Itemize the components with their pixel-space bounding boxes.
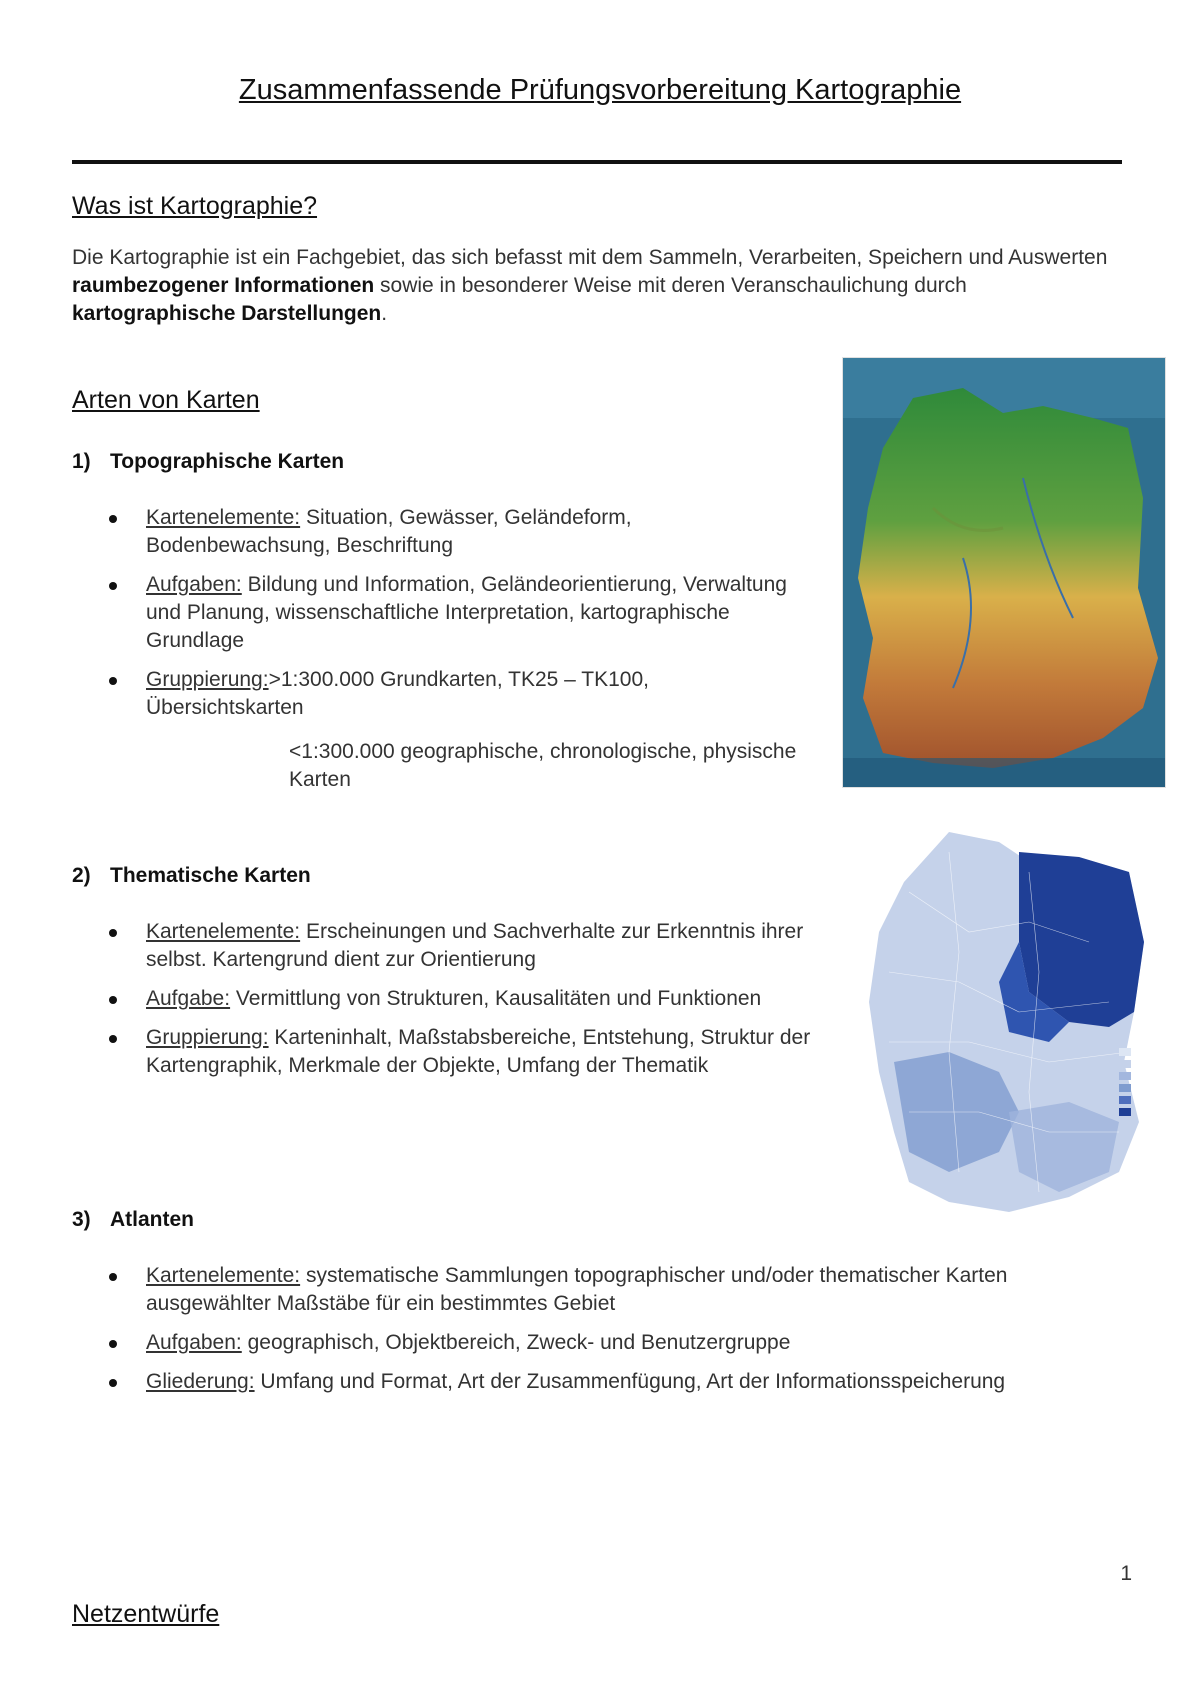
topographic-list [72, 504, 792, 733]
list-item: Aufgabe: Vermittlung von Strukturen, Kausalitäten und Funktionen [72, 985, 832, 1013]
list-item: Kartenelemente: Erscheinungen und Sachverhalte zur Erkenntnis ihrer selbst. Kartengrund dient zur Orientierung [72, 918, 832, 974]
list-item: Gruppierung: Karteninhalt, Maßstabsbereiche, Entstehung, Struktur der Kartengraphik, Merkmale der Objekte, Umfang der Thematik [72, 1024, 832, 1080]
list-item: Gliederung: Umfang und Format, Art der Zusammenfügung, Art der Informationsspeicherung [72, 1368, 1092, 1396]
thematic-list [72, 918, 832, 1091]
heading-what-is-cartography: Was ist Kartographie? [72, 192, 318, 220]
list-item: Gruppierung:>1:300.000 Grundkarten, TK25 – TK100, Übersichtskarten [72, 666, 792, 722]
heading-map-types: Arten von Karten [72, 386, 260, 414]
definition-paragraph: Die Kartographie ist ein Fachgebiet, das sich befasst mit dem Sammeln, Verarbeiten, Speichern und Auswerten raumbezogener Informationen sowie in besonderer Weise mit deren Veranschaulichung durch kartographische Darstellungen. [72, 246, 1108, 325]
title-divider [72, 160, 1122, 164]
list-item: Kartenelemente: Situation, Gewässer, Geländeform, Bodenbewachsung, Beschriftung [72, 504, 792, 560]
list-item: Kartenelemente: systematische Sammlungen topographischer und/oder thematischer Karten ausgewählter Maßstäbe für ein bestimmtes Gebiet [72, 1262, 1092, 1318]
heading-topographic-maps: 1) Topographische Karten [72, 450, 345, 473]
list-item: Aufgaben: Bildung und Information, Geländeorientierung, Verwaltung und Planung, wissenschaftliche Interpretation, kartographische Grundlage [72, 571, 792, 655]
heading-thematic-maps: 2) Thematische Karten [72, 864, 311, 887]
heading-map-projections: Netzentwürfe [72, 1600, 220, 1628]
topographic-map-image [842, 357, 1166, 788]
atlases-list [72, 1262, 1092, 1407]
grouping-continuation: <1:300.000 geographische, chronologische, physische Karten [289, 740, 797, 791]
page-number: 1 [1120, 1562, 1132, 1585]
page-title: Zusammenfassende Prüfungsvorbereitung Kartographie [238, 74, 962, 106]
thematic-map-image [849, 812, 1185, 1220]
heading-atlases: 3) Atlanten [72, 1208, 194, 1231]
list-item: Aufgaben: geographisch, Objektbereich, Zweck- und Benutzergruppe [72, 1329, 1092, 1357]
